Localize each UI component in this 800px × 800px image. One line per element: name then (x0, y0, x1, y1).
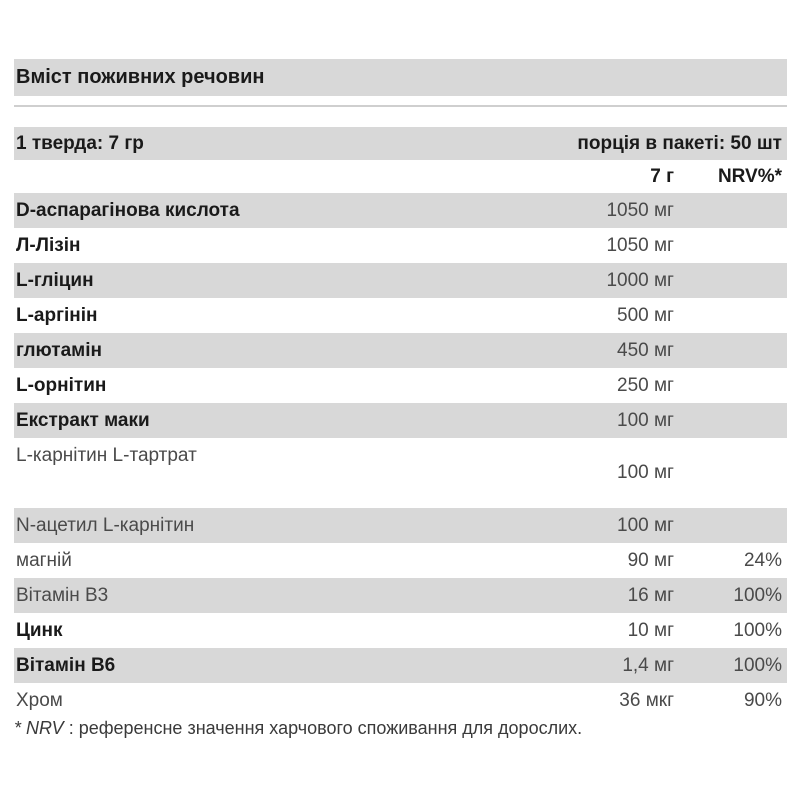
footnote-text: : референсне значення харчового споживання для дорослих. (63, 718, 583, 738)
column-header-row (14, 160, 787, 193)
nutrient-amount: 1,4 мг (622, 655, 674, 676)
table-row (14, 578, 787, 613)
nutrient-name: магній (16, 550, 72, 571)
nutrient-nrv: 24% (743, 550, 782, 571)
table-row (14, 508, 787, 543)
nutrient-name: L-аргінін (16, 305, 98, 326)
table-row (14, 228, 787, 263)
footnote (14, 718, 582, 739)
serving-size: 1 тверда: 7 гр (16, 133, 144, 154)
table-row (14, 368, 787, 403)
nutrient-nrv: 90% (743, 690, 782, 711)
nutrient-name: L-орнітин (16, 375, 107, 396)
table-row (14, 333, 787, 368)
nutrition-table (14, 59, 787, 718)
table-title: Вміст поживних речовин (14, 59, 787, 96)
nutrient-amount: 1050 мг (606, 200, 674, 221)
nutrient-amount: 36 мкг (619, 690, 674, 711)
nutrient-name: Хром (16, 690, 63, 711)
nutrient-amount: 450 мг (617, 340, 674, 361)
nutrient-amount: 10 мг (627, 620, 674, 641)
nutrient-name: L-гліцин (16, 270, 94, 291)
nutrient-nrv: 100% (733, 585, 782, 606)
table-row (14, 298, 787, 333)
servings-per-pack: порція в пакеті: 50 шт (577, 133, 782, 154)
nutrient-name: Л-Лізін (16, 235, 81, 256)
nutrient-name: Вітамін B6 (16, 655, 116, 676)
column-header-nrv: NRV%* (717, 166, 782, 187)
nutrient-amount: 90 мг (627, 550, 674, 571)
nutrient-amount: 1000 мг (606, 270, 674, 291)
nutrient-amount: 500 мг (617, 305, 674, 326)
nutrient-amount: 1050 мг (606, 235, 674, 256)
nutrient-nrv: 100% (733, 655, 782, 676)
divider (14, 105, 787, 107)
nutrient-nrv: 100% (733, 620, 782, 641)
nutrient-name: Екстракт маки (16, 410, 150, 431)
nutrient-amount: 250 мг (617, 375, 674, 396)
portion-row (14, 127, 787, 160)
table-row (14, 193, 787, 228)
table-row (14, 683, 787, 718)
nutrient-name: L-карнітин L-тартрат (16, 445, 197, 466)
column-header-amount: 7 г (650, 166, 674, 187)
nutrient-name: глютамін (16, 340, 102, 361)
nutrient-amount: 100 мг (617, 515, 674, 536)
nutrient-amount: 100 мг (617, 462, 674, 483)
table-row (14, 263, 787, 298)
table-row (14, 438, 787, 508)
table-row (14, 403, 787, 438)
nutrient-name: N-ацетил L-карнітин (16, 515, 195, 536)
nutrient-name: Вітамін B3 (16, 585, 109, 606)
table-row (14, 648, 787, 683)
nutrient-amount: 100 мг (617, 410, 674, 431)
nutrient-name: D-аспарагінова кислота (16, 200, 240, 221)
table-row (14, 613, 787, 648)
footnote-mark: * NRV (14, 718, 64, 738)
nutrient-amount: 16 мг (627, 585, 674, 606)
nutrient-name: Цинк (16, 620, 63, 641)
table-row (14, 543, 787, 578)
